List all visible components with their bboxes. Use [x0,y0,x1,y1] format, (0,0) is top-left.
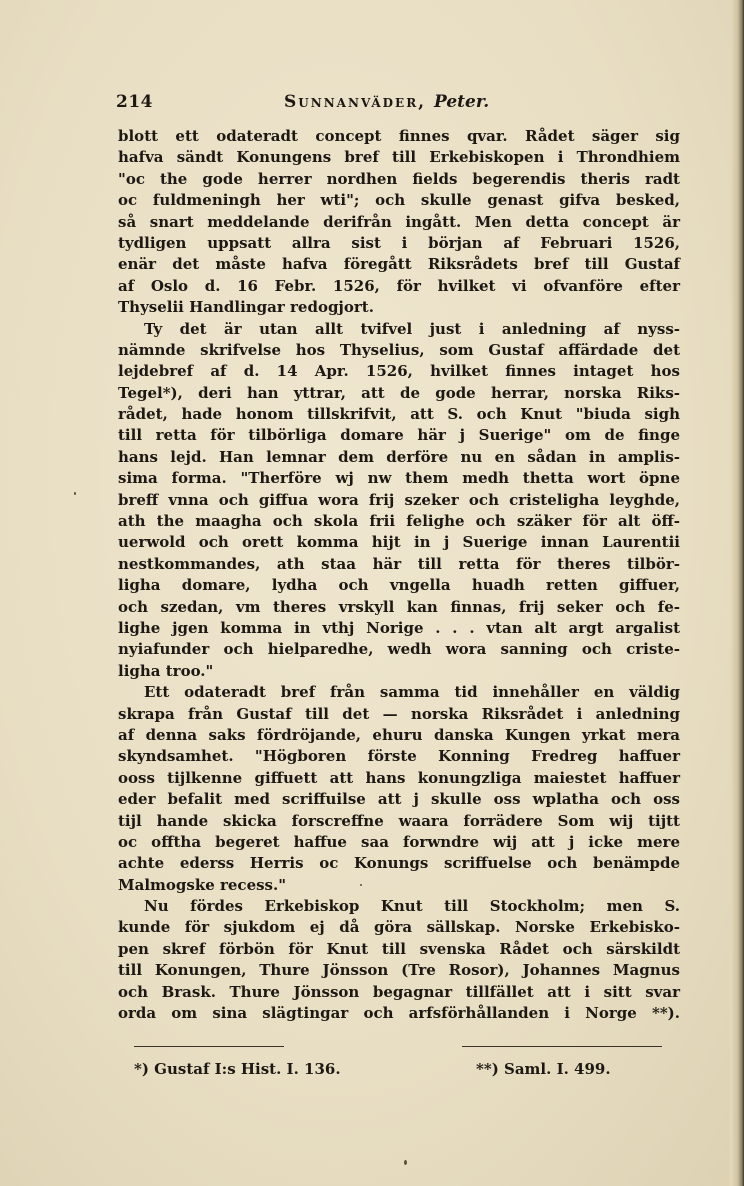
text-line: Malmogske recess." [118,875,287,894]
paragraph-start: Nu fördes Erkebiskop Knut till Stockholm; men S. [144,897,680,916]
text-line: Thyselii Handlingar redogjort. [118,298,374,317]
text-line: skyndsamhet. "Högboren förste Konning Fredreg haffuer [118,747,680,766]
running-head-title: Sunnanväder, [284,92,427,112]
text-line: blott ett odateradt concept finnes qvar. Rådet säger sig [118,127,680,145]
paper-speck [360,884,362,886]
text-line: ooss tijlkenne giffuett att hans konungzliga maiestet haffuer [118,768,680,787]
text-line: nestkommandes, ath staa här till retta för theres tilbör- [118,554,680,573]
text-line: till Konungen, Thure Jönsson (Tre Rosor), Johannes Magnus [118,961,680,980]
text-line: af denna saks fördröjande, ehuru danska Kungen yrkat mera [118,725,680,744]
text-line: eder befalit med scriffuilse att j skulle oss wplatha och oss [118,790,680,809]
text-line: breff vnna och giffua wora frij szeker och cristeligha leyghde, [118,490,680,509]
text-line: lighe jgen komma in vthj Norige . . . vtan alt argt argalist [118,618,680,637]
text-line: orda om sina slägtingar och arfsförhållanden i Norge **). [118,1004,680,1023]
page-header [116,92,676,118]
text-line: sima forma. "Therföre wj nw them medh thetta wort öpne [118,469,680,488]
paragraph-start: Ty det är utan allt tvifvel just i anledning af nyss- [144,319,680,338]
text-line: pen skref förbön för Knut till svenska Rådet och särskildt [118,939,680,958]
text-line: oc fuldmeningh her wti"; och skulle genast gifva besked, [118,191,680,210]
text-line: och szedan, vm theres vrskyll kan finnas, frij seker och fe- [118,597,680,616]
text-line: oc offtha begeret haffue saa forwndre wij att j icke mere [118,832,680,851]
running-head [284,92,489,112]
text-line: kunde för sjukdom ej då göra sällskap. Norske Erkebisko- [118,918,680,937]
footnote-1: *) Gustaf I:s Hist. I. 136. [134,1060,341,1078]
text-line: uerwold och orett komma hijt in j Suerige innan Laurentii [118,533,680,552]
text-line: enär det måste hafva föregått Riksrådets bref till Gustaf [118,255,680,274]
body-text [118,126,680,1024]
text-line: ligha troo." [118,661,214,680]
text-line: af Oslo d. 16 Febr. 1526, för hvilket vi ofvanföre efter [118,276,680,295]
text-line: så snart meddelande derifrån ingått. Men detta concept är [118,212,680,231]
text-line: till retta för tilbörliga domare här j Suerige" om de finge [118,426,680,445]
text-line: nyiafunder och hielparedhe, wedh wora sanning och criste- [118,640,680,659]
text-line: "oc the gode herrer nordhen fields begerendis theris radt [118,169,680,188]
text-line: rådet, hade honom tillskrifvit, att S. och Knut "biuda sigh [118,405,680,424]
footnotes [134,1060,654,1082]
page-number: 214 [116,92,153,112]
text-line: Tegel*), deri han yttrar, att de gode herrar, norska Riks- [118,383,680,402]
paragraph-start: Ett odateradt bref från samma tid innehåller en väldig [144,683,680,702]
text-line: skrapa från Gustaf till det — norska Riksrådet i anledning [118,704,680,723]
paper-speck [74,492,76,495]
text-line: ligha domare, lydha och vngella huadh retten giffuer, [118,576,680,595]
page-edge [730,0,744,1186]
text-line: achte ederss Herris oc Konungs scriffuelse och benämpde [118,854,680,873]
text-line: hafva sändt Konungens bref till Erkebiskopen i Throndhiem [118,148,680,167]
text-line: ath the maagha och skola frii felighe och szäker för alt öff- [118,512,680,531]
footnote-rule [462,1046,662,1047]
text-line: tydligen uppsatt allra sist i början af Februari 1526, [118,233,680,252]
text-line: nämnde skrifvelse hos Thyselius, som Gustaf affärdade det [118,340,680,359]
running-head-name: Peter. [434,92,490,112]
text-line: och Brask. Thure Jönsson begagnar tillfället att i sitt svar [118,982,680,1001]
text-line: lejdebref af d. 14 Apr. 1526, hvilket finnes intaget hos [118,362,680,381]
paper-speck [404,1160,407,1165]
text-line: hans lejd. Han lemnar dem derföre nu en sådan in amplis- [118,447,680,466]
footnote-2: **) Saml. I. 499. [476,1060,611,1078]
footnote-rule [134,1046,284,1047]
text-line: tijl hande skicka forscreffne waara forrädere Som wij tijtt [118,811,680,830]
